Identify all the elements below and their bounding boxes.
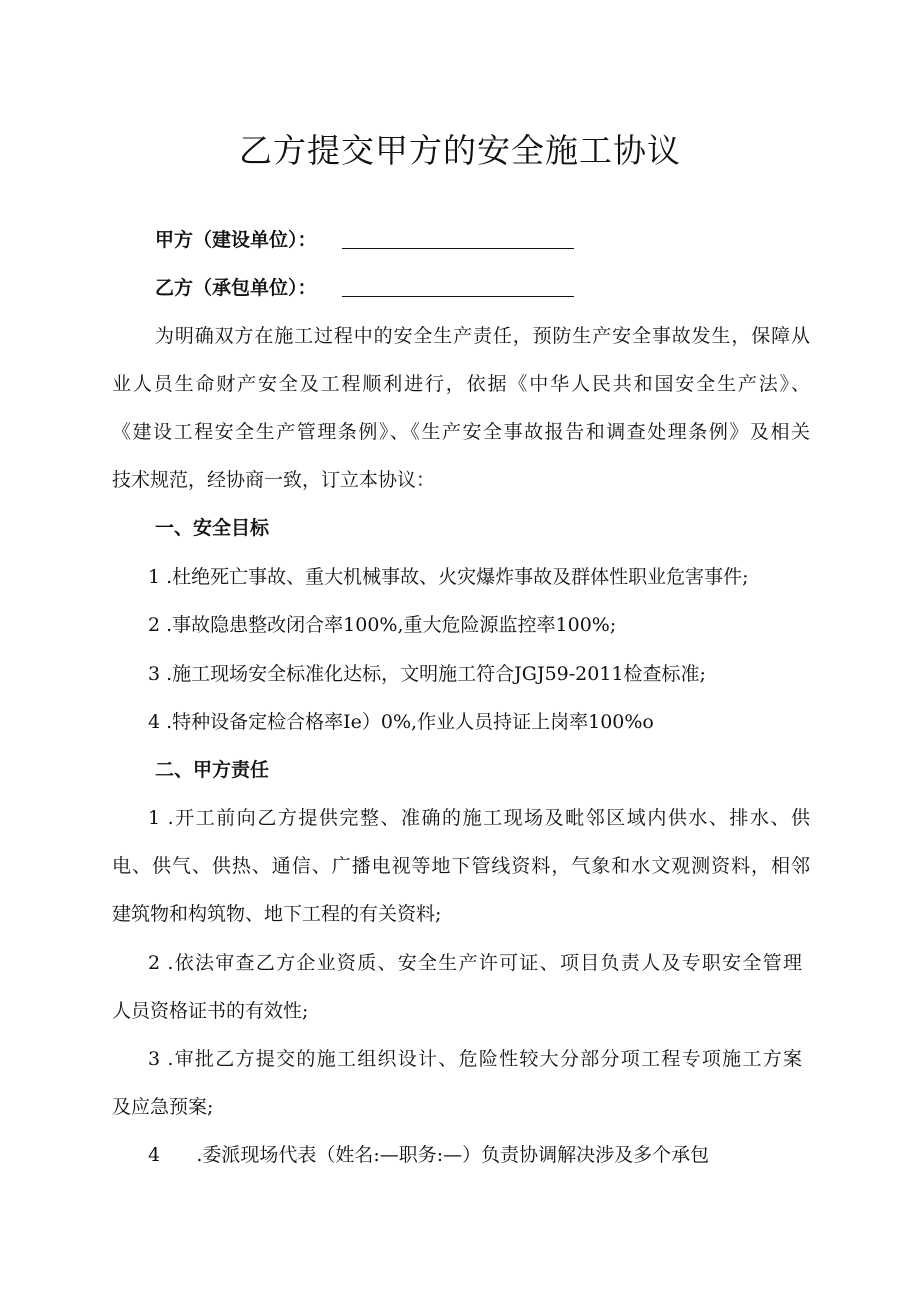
section-2-item-3-line-2: 及应急预案;: [112, 1096, 214, 1118]
section-1-item-4: 4 .特种设备定检合格率Ie）0%,作业人员持证上岗率100%o: [148, 711, 654, 733]
party-b-label: 乙方（承包单位）：: [155, 277, 317, 299]
party-a-label: 甲方（建设单位）：: [155, 229, 317, 251]
intro-line-2: 业人员生命财产安全及工程顺利进行，依据《中华人民共和国安全生产法》、: [112, 373, 810, 395]
section-1-item-1: 1 .杜绝死亡事故、重大机械事故、火灾爆炸事故及群体性职业危害事件;: [148, 566, 749, 588]
section-2-item-1-line-3: 建筑物和构筑物、地下工程的有关资料;: [112, 903, 442, 925]
section-2-item-1-line-1: 1 .开工前向乙方提供完整、准确的施工现场及毗邻区域内供水、排水、供: [148, 807, 810, 829]
section-2-item-2-line-1: 2 .依法审查乙方企业资质、安全生产许可证、项目负责人及专职安全管理: [148, 952, 802, 974]
section-2-item-1-line-2: 电、供气、供热、通信、广播电视等地下管线资料，气象和水文观测资料，相邻: [112, 855, 810, 877]
section-2-item-4-line-1: 4 .委派现场代表（姓名:—职务:—）负责协调解决涉及多个承包: [148, 1144, 710, 1166]
section-2-item-2-line-2: 人员资格证书的有效性;: [112, 1000, 309, 1022]
intro-line-4: 技术规范，经协商一致，订立本协议：: [112, 469, 436, 491]
party-a-blank-line: [342, 248, 574, 249]
section-2-item-3-line-1: 3 .审批乙方提交的施工组织设计、危险性较大分部分项工程专项施工方案: [148, 1048, 802, 1070]
section-1-item-2: 2 .事故隐患整改闭合率100%,重大危险源监控率100%;: [148, 614, 617, 636]
party-b-blank-line: [342, 296, 574, 297]
section-1-heading: 一、安全目标: [155, 517, 270, 539]
intro-line-1: 为明确双方在施工过程中的安全生产责任，预防生产安全事故发生，保障从: [155, 325, 810, 347]
intro-line-3: 《建设工程安全生产管理条例》、《生产安全事故报告和调查处理条例》及相关: [112, 421, 810, 443]
section-1-item-3: 3 .施工现场安全标准化达标，文明施工符合JGJ59-2011检查标准;: [148, 663, 706, 685]
document-title: 乙方提交甲方的安全施工协议: [239, 131, 681, 170]
section-2-heading: 二、甲方责任: [155, 759, 270, 781]
